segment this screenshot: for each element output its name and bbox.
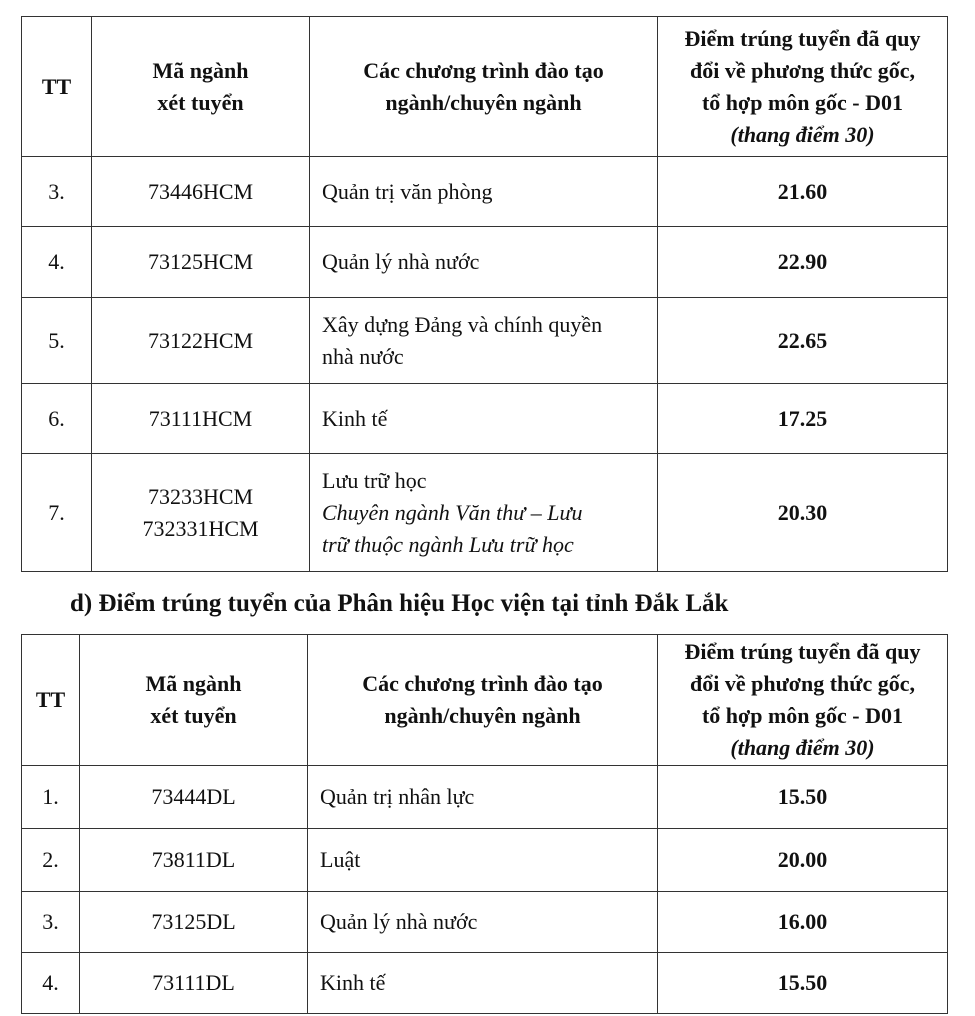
program-name-line: nhà nước bbox=[322, 343, 404, 369]
table-row bbox=[22, 384, 948, 454]
program-name bbox=[308, 829, 658, 892]
program-code-line: 73444DL bbox=[151, 784, 236, 809]
program-code bbox=[92, 454, 310, 572]
admission-score: 15.50 bbox=[658, 953, 948, 1014]
program-name bbox=[310, 454, 658, 572]
program-name bbox=[308, 892, 658, 953]
program-name-line: Quản lý nhà nước bbox=[320, 909, 478, 934]
program-note-line: trữ thuộc ngành Lưu trữ học bbox=[322, 531, 574, 557]
program-code-line: 73111DL bbox=[152, 970, 235, 995]
program-name-line: Quản trị văn phòng bbox=[322, 178, 493, 204]
row-number: 6. bbox=[22, 384, 92, 454]
header-tt: TT bbox=[22, 17, 92, 157]
program-code-line: 73125DL bbox=[151, 909, 236, 934]
admission-score: 21.60 bbox=[658, 157, 948, 227]
header-tt: TT bbox=[22, 635, 80, 766]
admission-score: 17.25 bbox=[658, 384, 948, 454]
program-name-line: Lưu trữ học bbox=[322, 467, 427, 493]
row-number: 2. bbox=[22, 829, 80, 892]
program-name-line: Xây dựng Đảng và chính quyền bbox=[322, 311, 603, 337]
program-name-line: Kinh tế bbox=[320, 970, 386, 995]
program-name bbox=[310, 157, 658, 227]
program-name-line: Quản trị nhân lực bbox=[320, 784, 475, 809]
table-row bbox=[22, 953, 948, 1014]
admission-score: 22.90 bbox=[658, 227, 948, 298]
row-number: 3. bbox=[22, 892, 80, 953]
program-code bbox=[92, 298, 310, 384]
program-name-line: Quản lý nhà nước bbox=[322, 249, 480, 274]
header-program: Các chương trình đào tạo ngành/chuyên ngành bbox=[308, 635, 658, 766]
program-code bbox=[80, 829, 308, 892]
program-code-line: 73125HCM bbox=[147, 249, 254, 274]
program-code bbox=[80, 892, 308, 953]
program-code-line: 73111HCM bbox=[148, 405, 253, 431]
row-number: 1. bbox=[22, 766, 80, 829]
row-number: 4. bbox=[22, 953, 80, 1014]
program-code bbox=[92, 227, 310, 298]
table-header-row bbox=[22, 635, 948, 766]
program-code-line: 73233HCM bbox=[147, 483, 254, 509]
row-number: 5. bbox=[22, 298, 92, 384]
row-number: 4. bbox=[22, 227, 92, 298]
program-name bbox=[310, 384, 658, 454]
table-row bbox=[22, 227, 948, 298]
header-score: Điểm trúng tuyển đã quy đổi về phương thức gốc, tổ hợp môn gốc - D01 (thang điểm 30) bbox=[658, 17, 948, 157]
program-note-line: Chuyên ngành Văn thư – Lưu bbox=[322, 499, 583, 525]
header-score: Điểm trúng tuyển đã quy đổi về phương thức gốc, tổ hợp môn gốc - D01 (thang điểm 30) bbox=[658, 635, 948, 766]
admission-table-daklak bbox=[21, 634, 948, 1014]
program-code-line: 73446HCM bbox=[147, 178, 254, 204]
admission-score: 22.65 bbox=[658, 298, 948, 384]
admission-score: 15.50 bbox=[658, 766, 948, 829]
program-name-line: Kinh tế bbox=[322, 405, 388, 431]
program-code bbox=[92, 384, 310, 454]
program-code bbox=[80, 953, 308, 1014]
program-name-line: Luật bbox=[320, 847, 361, 872]
table-row bbox=[22, 829, 948, 892]
program-code-line: 732331HCM bbox=[142, 515, 259, 541]
table-row bbox=[22, 298, 948, 384]
table-header-row bbox=[22, 17, 948, 157]
admission-score: 20.30 bbox=[658, 454, 948, 572]
program-name bbox=[308, 766, 658, 829]
program-name bbox=[308, 953, 658, 1014]
admission-table-hcm bbox=[21, 16, 948, 572]
table-row bbox=[22, 766, 948, 829]
table-row bbox=[22, 157, 948, 227]
program-code bbox=[92, 157, 310, 227]
table-row bbox=[22, 892, 948, 953]
header-program: Các chương trình đào tạo ngành/chuyên ngành bbox=[310, 17, 658, 157]
header-code: Mã ngành xét tuyển bbox=[92, 17, 310, 157]
program-code-line: 73122HCM bbox=[147, 327, 254, 353]
section-title: d) Điểm trúng tuyển của Phân hiệu Học viện tại tỉnh Đắk Lắk bbox=[70, 590, 729, 617]
admission-score: 16.00 bbox=[658, 892, 948, 953]
row-number: 7. bbox=[22, 454, 92, 572]
header-code: Mã ngành xét tuyển bbox=[80, 635, 308, 766]
program-code bbox=[80, 766, 308, 829]
program-name bbox=[310, 298, 658, 384]
row-number: 3. bbox=[22, 157, 92, 227]
program-code-line: 73811DL bbox=[151, 847, 236, 872]
table-row bbox=[22, 454, 948, 572]
program-name bbox=[310, 227, 658, 298]
admission-score: 20.00 bbox=[658, 829, 948, 892]
